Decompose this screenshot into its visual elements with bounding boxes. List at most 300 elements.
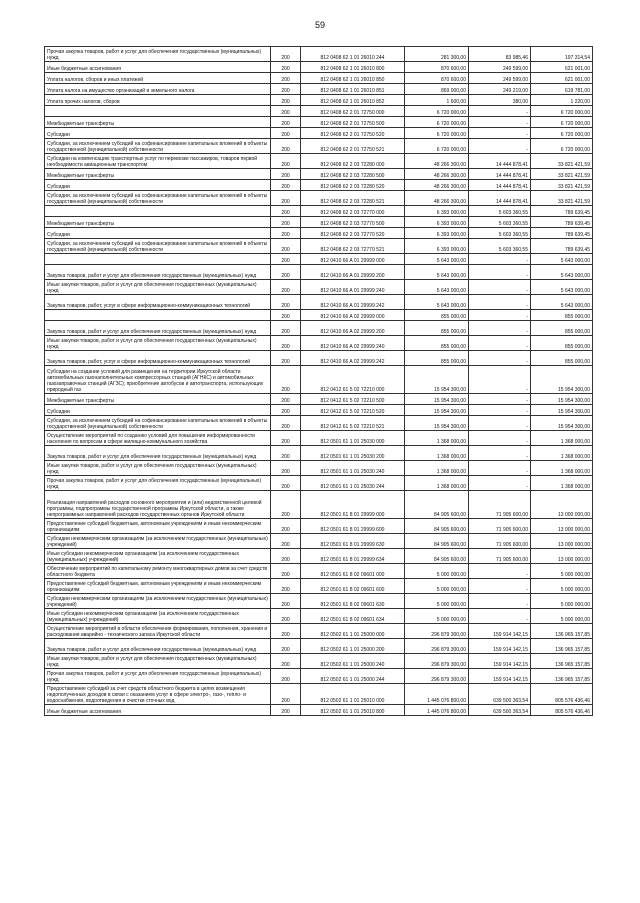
row-executed-amount: -: [469, 461, 531, 476]
row-approved-amount: 6 720 000,00: [405, 117, 469, 128]
row-budget-classification-code: 812 0408 62 2 03 72770 520: [301, 228, 405, 239]
row-line-code: 200: [271, 336, 301, 351]
row-executed-amount: 5 603 360,55: [469, 239, 531, 254]
table-row: [45, 295, 593, 310]
row-executed-amount: 380,00: [469, 95, 531, 106]
row-executed-amount: -: [469, 295, 531, 310]
row-approved-amount: 869 000,00: [405, 84, 469, 95]
row-executed-amount: -: [469, 594, 531, 609]
row-executed-amount: -: [469, 336, 531, 351]
row-description: Иные закупки товаров, работ и услуг для обеспечения государственных (муниципальных) нужд: [45, 280, 271, 295]
table-row: [45, 654, 593, 669]
row-remaining-amount: 15 954 300,00: [531, 394, 593, 405]
row-approved-amount: 48 266 300,00: [405, 191, 469, 206]
row-remaining-amount: 6 720 000,00: [531, 106, 593, 117]
row-remaining-amount: 5 000 000,00: [531, 594, 593, 609]
row-executed-amount: -: [469, 405, 531, 416]
row-executed-amount: 5 603 360,55: [469, 217, 531, 228]
table-row: [45, 609, 593, 624]
table-row: [45, 73, 593, 84]
row-remaining-amount: 789 639,45: [531, 217, 593, 228]
table-row: [45, 579, 593, 594]
row-executed-amount: -: [469, 394, 531, 405]
row-description: Субсидии, за исключением субсидий на софинансирование капитальных вложений в объекты государственной (муниципальной) собственности: [45, 239, 271, 254]
table-row: [45, 705, 593, 716]
row-approved-amount: 5 000 000,00: [405, 594, 469, 609]
row-line-code: 200: [271, 239, 301, 254]
row-budget-classification-code: 812 0408 62 2 01 72750 000: [301, 106, 405, 117]
row-line-code: 200: [271, 549, 301, 564]
row-description: Субсидии на создание условий для размещения на территории Иркутской области автомобильных газонаполнительных компрессорных станций (АГНКС) и автомобильных газозаправочных станций (АГЗС); приобретение автобусов и автотранспорта, использующих природный газ: [45, 366, 271, 394]
row-remaining-amount: 13 000 000,00: [531, 534, 593, 549]
table-row: [45, 47, 593, 62]
row-description: Межбюджетные трансферты: [45, 169, 271, 180]
row-approved-amount: 296 879 300,00: [405, 654, 469, 669]
row-executed-amount: -: [469, 579, 531, 594]
row-description: Осуществление мероприятий в области обеспечения формирования, пополнения, хранения и расходования аварийно - технического запаса Иркутской области: [45, 624, 271, 639]
row-remaining-amount: 13 000 000,00: [531, 491, 593, 519]
row-remaining-amount: 13 000 000,00: [531, 519, 593, 534]
table-row: [45, 239, 593, 254]
row-executed-amount: -: [469, 351, 531, 366]
table-row: [45, 669, 593, 684]
row-executed-amount: -: [469, 128, 531, 139]
row-budget-classification-code: 812 0408 62 2 01 72750 500: [301, 117, 405, 128]
table-row: [45, 336, 593, 351]
row-line-code: 200: [271, 106, 301, 117]
table-row: [45, 476, 593, 491]
row-line-code: 200: [271, 405, 301, 416]
row-description: Субсидии: [45, 180, 271, 191]
row-line-code: 200: [271, 154, 301, 169]
table-row: [45, 95, 593, 106]
row-budget-classification-code: 812 0408 62 2 03 72280 520: [301, 180, 405, 191]
row-approved-amount: 1 600,00: [405, 95, 469, 106]
row-budget-classification-code: 812 0502 61 1 01 25010 800: [301, 705, 405, 716]
row-line-code: 200: [271, 310, 301, 321]
row-budget-classification-code: 812 0412 61 5 02 72210 520: [301, 405, 405, 416]
table-row: [45, 169, 593, 180]
row-executed-amount: 14 444 878,41: [469, 169, 531, 180]
row-budget-classification-code: 812 0501 61 8 01 29999 630: [301, 534, 405, 549]
row-budget-classification-code: 812 0408 62 2 03 72770 500: [301, 217, 405, 228]
row-line-code: 200: [271, 431, 301, 446]
row-line-code: 200: [271, 265, 301, 280]
row-budget-classification-code: 812 0502 61 1 01 25000 244: [301, 669, 405, 684]
row-remaining-amount: 33 821 421,59: [531, 154, 593, 169]
table-row: [45, 117, 593, 128]
table-row: [45, 191, 593, 206]
row-approved-amount: 6 393 000,00: [405, 217, 469, 228]
table-row: [45, 228, 593, 239]
row-line-code: 200: [271, 139, 301, 154]
row-line-code: 200: [271, 446, 301, 461]
row-budget-classification-code: 812 0408 62 1 01 26010 800: [301, 62, 405, 73]
row-approved-amount: 1 368 000,00: [405, 431, 469, 446]
row-remaining-amount: 136 965 157,85: [531, 654, 593, 669]
row-description: Уплата налога на имущество организаций и земельного налога: [45, 84, 271, 95]
row-line-code: 200: [271, 84, 301, 95]
row-description: Обеспечение мероприятий по капитальному ремонту многоквартирных домов за счет средств областного бюджета: [45, 564, 271, 579]
table-row: [45, 446, 593, 461]
table-row: [45, 519, 593, 534]
row-executed-amount: -: [469, 564, 531, 579]
row-line-code: 200: [271, 491, 301, 519]
row-remaining-amount: 5 643 000,00: [531, 265, 593, 280]
row-executed-amount: 159 914 142,15: [469, 624, 531, 639]
table-row: [45, 62, 593, 73]
row-executed-amount: 5 603 360,55: [469, 206, 531, 217]
row-executed-amount: -: [469, 321, 531, 336]
row-approved-amount: 1 368 000,00: [405, 476, 469, 491]
row-remaining-amount: 1 368 000,00: [531, 431, 593, 446]
row-description: Иные закупки товаров, работ и услуг для обеспечения государственных (муниципальных) нужд: [45, 461, 271, 476]
row-approved-amount: 15 954 300,00: [405, 394, 469, 405]
row-budget-classification-code: 812 0408 62 2 03 72280 500: [301, 169, 405, 180]
row-remaining-amount: 5 000 000,00: [531, 564, 593, 579]
table-row: [45, 624, 593, 639]
row-budget-classification-code: 812 0408 62 2 03 72280 521: [301, 191, 405, 206]
row-executed-amount: 639 500 363,54: [469, 684, 531, 705]
table-row: [45, 351, 593, 366]
row-executed-amount: -: [469, 139, 531, 154]
row-budget-classification-code: 812 0408 62 2 03 72280 000: [301, 154, 405, 169]
row-description: Закупка товаров, работ, услуг в сфере информационно-коммуникационных технологий: [45, 295, 271, 310]
table-row: [45, 217, 593, 228]
table-row: [45, 431, 593, 446]
row-description: Предоставление субсидий бюджетным, автономным учреждениям и иным некоммерческим организациям: [45, 519, 271, 534]
row-executed-amount: -: [469, 446, 531, 461]
row-line-code: 200: [271, 47, 301, 62]
row-description: Межбюджетные трансферты: [45, 217, 271, 228]
row-approved-amount: 6 720 000,00: [405, 139, 469, 154]
table-row: [45, 84, 593, 95]
row-executed-amount: -: [469, 265, 531, 280]
row-remaining-amount: 15 954 300,00: [531, 366, 593, 394]
row-approved-amount: 855 000,00: [405, 351, 469, 366]
row-description: Субсидии, за исключением субсидий на софинансирование капитальных вложений в объекты государственной (муниципальной) собственности: [45, 139, 271, 154]
row-approved-amount: 296 879 300,00: [405, 624, 469, 639]
row-budget-classification-code: 812 0501 61 8 02 09601 000: [301, 564, 405, 579]
row-budget-classification-code: 812 0410 66 A 01 29999 240: [301, 280, 405, 295]
row-line-code: 200: [271, 534, 301, 549]
row-budget-classification-code: 812 0408 62 2 01 72750 521: [301, 139, 405, 154]
row-line-code: 200: [271, 228, 301, 239]
row-description: Уплата налогов, сборов и иных платежей: [45, 73, 271, 84]
row-approved-amount: 48 266 300,00: [405, 154, 469, 169]
table-row: [45, 639, 593, 654]
row-description: Закупка товаров, работ и услуг для обеспечения государственных (муниципальных) нужд: [45, 639, 271, 654]
row-line-code: 200: [271, 609, 301, 624]
row-budget-classification-code: 812 0410 66 A 02 29999 000: [301, 310, 405, 321]
row-line-code: 200: [271, 169, 301, 180]
row-budget-classification-code: 812 0408 62 2 01 72750 520: [301, 128, 405, 139]
row-description: Закупка товаров, работ, услуг в сфере информационно-коммуникационных технологий: [45, 351, 271, 366]
row-line-code: 200: [271, 180, 301, 191]
row-description: Закупка товаров, работ и услуг для обеспечения государственных (муниципальных) нужд: [45, 321, 271, 336]
row-line-code: 200: [271, 394, 301, 405]
row-approved-amount: 6 393 000,00: [405, 239, 469, 254]
row-executed-amount: 14 444 878,41: [469, 154, 531, 169]
row-remaining-amount: 6 720 000,00: [531, 128, 593, 139]
row-description: Иные субсидии некоммерческим организациям (за исключением государственных (муниципальных) учреждений): [45, 549, 271, 564]
row-line-code: 200: [271, 321, 301, 336]
row-approved-amount: 6 720 000,00: [405, 128, 469, 139]
row-executed-amount: -: [469, 310, 531, 321]
row-executed-amount: 159 914 142,15: [469, 654, 531, 669]
row-remaining-amount: 136 965 157,85: [531, 639, 593, 654]
row-line-code: 200: [271, 579, 301, 594]
row-approved-amount: 855 000,00: [405, 336, 469, 351]
row-executed-amount: -: [469, 366, 531, 394]
row-approved-amount: 5 000 000,00: [405, 609, 469, 624]
row-remaining-amount: 33 821 421,59: [531, 180, 593, 191]
table-row: [45, 128, 593, 139]
table-row: [45, 594, 593, 609]
row-budget-classification-code: 812 0410 66 A 01 29999 200: [301, 265, 405, 280]
row-description: Иные бюджетные ассигнования: [45, 62, 271, 73]
row-executed-amount: 71 905 600,00: [469, 519, 531, 534]
row-description: Субсидии: [45, 228, 271, 239]
row-remaining-amount: 15 954 300,00: [531, 416, 593, 431]
table-row: [45, 564, 593, 579]
row-remaining-amount: 789 639,45: [531, 228, 593, 239]
row-line-code: 200: [271, 416, 301, 431]
row-approved-amount: 84 905 600,00: [405, 534, 469, 549]
row-approved-amount: 15 954 300,00: [405, 405, 469, 416]
row-remaining-amount: 855 000,00: [531, 336, 593, 351]
row-line-code: 200: [271, 705, 301, 716]
row-line-code: 200: [271, 117, 301, 128]
row-executed-amount: 249 219,00: [469, 84, 531, 95]
row-budget-classification-code: 812 0412 61 5 02 72210 521: [301, 416, 405, 431]
row-budget-classification-code: 812 0408 62 2 03 72770 000: [301, 206, 405, 217]
row-approved-amount: 15 954 300,00: [405, 366, 469, 394]
row-budget-classification-code: 812 0501 61 8 02 09601 600: [301, 579, 405, 594]
row-executed-amount: 159 914 142,15: [469, 669, 531, 684]
row-approved-amount: 1 368 000,00: [405, 461, 469, 476]
table-row: [45, 366, 593, 394]
row-executed-amount: -: [469, 431, 531, 446]
row-description: Иные закупки товаров, работ и услуг для обеспечения государственных (муниципальных) нужд: [45, 336, 271, 351]
table-row: [45, 265, 593, 280]
row-line-code: 200: [271, 128, 301, 139]
row-remaining-amount: 6 720 000,00: [531, 139, 593, 154]
row-description: Закупка товаров, работ и услуг для обеспечения государственных (муниципальных) нужд: [45, 446, 271, 461]
row-approved-amount: 296 879 300,00: [405, 639, 469, 654]
row-budget-classification-code: 812 0501 61 8 01 29999 000: [301, 491, 405, 519]
row-description: Прочая закупка товаров, работ и услуг для обеспечения государственных (муниципальных) нужд: [45, 669, 271, 684]
row-approved-amount: 1 445 076 800,00: [405, 705, 469, 716]
row-remaining-amount: 855 000,00: [531, 351, 593, 366]
row-budget-classification-code: 812 0502 61 1 01 25000 240: [301, 654, 405, 669]
table-row: [45, 254, 593, 265]
row-executed-amount: 14 444 878,41: [469, 180, 531, 191]
row-budget-classification-code: 812 0502 61 1 01 25000 000: [301, 624, 405, 639]
row-description: Субсидии, за исключением субсидий на софинансирование капитальных вложений в объекты государственной (муниципальной) собственности: [45, 191, 271, 206]
table-row: [45, 549, 593, 564]
row-description: Уплата прочих налогов, сборов: [45, 95, 271, 106]
row-line-code: 200: [271, 519, 301, 534]
row-remaining-amount: 136 965 157,85: [531, 669, 593, 684]
row-approved-amount: 870 600,00: [405, 62, 469, 73]
row-executed-amount: 249 599,00: [469, 73, 531, 84]
row-remaining-amount: 15 954 300,00: [531, 405, 593, 416]
row-line-code: 200: [271, 654, 301, 669]
row-line-code: 200: [271, 206, 301, 217]
table-row: [45, 461, 593, 476]
row-description: Прочая закупка товаров, работ и услуг для обеспечения государственных (муниципальных) нужд: [45, 47, 271, 62]
table-row: [45, 180, 593, 191]
row-description: Межбюджетные трансферты: [45, 394, 271, 405]
row-approved-amount: 15 954 300,00: [405, 416, 469, 431]
row-remaining-amount: 805 576 436,46: [531, 684, 593, 705]
row-remaining-amount: 789 639,45: [531, 239, 593, 254]
row-executed-amount: 71 905 600,00: [469, 549, 531, 564]
row-line-code: 200: [271, 73, 301, 84]
row-description: Прочая закупка товаров, работ и услуг для обеспечения государственных (муниципальных) нужд: [45, 476, 271, 491]
row-executed-amount: -: [469, 280, 531, 295]
row-remaining-amount: 33 821 421,59: [531, 169, 593, 180]
row-executed-amount: 159 914 142,15: [469, 639, 531, 654]
row-line-code: 200: [271, 594, 301, 609]
row-budget-classification-code: 812 0408 62 2 03 72770 521: [301, 239, 405, 254]
row-line-code: 200: [271, 217, 301, 228]
table-row: [45, 534, 593, 549]
row-budget-classification-code: 812 0502 61 1 01 25000 200: [301, 639, 405, 654]
table-row: [45, 280, 593, 295]
row-approved-amount: 855 000,00: [405, 321, 469, 336]
row-description: [45, 310, 271, 321]
row-remaining-amount: 136 965 157,85: [531, 624, 593, 639]
row-budget-classification-code: 812 0408 62 1 01 26010 850: [301, 73, 405, 84]
row-remaining-amount: 619 781,00: [531, 84, 593, 95]
row-remaining-amount: 5 643 000,00: [531, 254, 593, 265]
row-remaining-amount: 6 720 000,00: [531, 117, 593, 128]
row-description: Субсидии: [45, 405, 271, 416]
table-row: [45, 684, 593, 705]
row-executed-amount: 83 985,46: [469, 47, 531, 62]
row-executed-amount: 5 603 360,55: [469, 228, 531, 239]
row-description: Субсидии некоммерческим организациям (за исключением государственных (муниципальных) учреждений): [45, 594, 271, 609]
row-approved-amount: 5 643 000,00: [405, 295, 469, 310]
row-remaining-amount: 1 368 000,00: [531, 461, 593, 476]
row-budget-classification-code: 812 0408 62 1 01 26010 852: [301, 95, 405, 106]
row-budget-classification-code: 812 0501 61 8 02 09601 634: [301, 609, 405, 624]
budget-table-body: [45, 47, 593, 716]
row-budget-classification-code: 812 0501 61 1 01 25030 000: [301, 431, 405, 446]
row-approved-amount: 1 445 076 800,00: [405, 684, 469, 705]
row-description: Субсидии некоммерческим организациям (за исключением государственных (муниципальных) учреждений): [45, 534, 271, 549]
row-executed-amount: -: [469, 416, 531, 431]
row-budget-classification-code: 812 0501 61 8 02 09601 630: [301, 594, 405, 609]
row-description: Предоставление субсидий за счет средств областного бюджета в целях возмещения недополученных доходов в связи с оказанием услуг в сфере электро-, газо-, тепло- и водоснабжения, водоотведения и очистки сточных вод: [45, 684, 271, 705]
row-remaining-amount: 789 639,45: [531, 206, 593, 217]
row-line-code: 200: [271, 95, 301, 106]
row-description: Реализация направлений расходов основного мероприятия и (или) ведомственной целевой программы, подпрограммы государственной программы Иркутской области, а также непрограммных направлений расходов государственных органов Иркутской области: [45, 491, 271, 519]
row-description: Предоставление субсидий бюджетным, автономным учреждениям и иным некоммерческим организациям: [45, 579, 271, 594]
page-number: 59: [314, 20, 325, 30]
row-line-code: 200: [271, 295, 301, 310]
row-line-code: 200: [271, 564, 301, 579]
row-approved-amount: 5 643 000,00: [405, 280, 469, 295]
row-description: Межбюджетные трансферты: [45, 117, 271, 128]
row-approved-amount: 5 000 000,00: [405, 564, 469, 579]
row-executed-amount: -: [469, 106, 531, 117]
row-remaining-amount: 33 821 421,59: [531, 191, 593, 206]
row-approved-amount: 6 720 000,00: [405, 106, 469, 117]
row-description: Закупка товаров, работ и услуг для обеспечения государственных (муниципальных) нужд: [45, 265, 271, 280]
row-description: Иные бюджетные ассигнования: [45, 705, 271, 716]
row-budget-classification-code: 812 0408 62 1 01 26010 244: [301, 47, 405, 62]
table-row: [45, 206, 593, 217]
row-budget-classification-code: 812 0412 61 5 02 72210 500: [301, 394, 405, 405]
row-approved-amount: 84 905 600,00: [405, 491, 469, 519]
row-executed-amount: -: [469, 117, 531, 128]
row-approved-amount: 855 000,00: [405, 310, 469, 321]
row-approved-amount: 6 393 000,00: [405, 228, 469, 239]
row-remaining-amount: 5 643 000,00: [531, 280, 593, 295]
row-remaining-amount: 5 643 000,00: [531, 295, 593, 310]
row-budget-classification-code: 812 0408 62 1 01 26010 851: [301, 84, 405, 95]
row-line-code: 200: [271, 254, 301, 265]
row-budget-classification-code: 812 0410 66 A 02 29999 200: [301, 321, 405, 336]
row-line-code: 200: [271, 351, 301, 366]
row-line-code: 200: [271, 669, 301, 684]
row-remaining-amount: 855 000,00: [531, 310, 593, 321]
row-remaining-amount: 5 000 000,00: [531, 609, 593, 624]
row-executed-amount: 71 905 600,00: [469, 534, 531, 549]
row-budget-classification-code: 812 0410 66 A 01 29999 000: [301, 254, 405, 265]
row-line-code: 200: [271, 624, 301, 639]
row-budget-classification-code: 812 0501 61 1 01 25030 240: [301, 461, 405, 476]
row-line-code: 200: [271, 62, 301, 73]
row-executed-amount: 249 599,00: [469, 62, 531, 73]
row-description: [45, 106, 271, 117]
budget-table: [44, 46, 593, 716]
row-remaining-amount: 1 368 000,00: [531, 446, 593, 461]
row-description: Субсидии, за исключением субсидий на софинансирование капитальных вложений в объекты государственной (муниципальной) собственности: [45, 416, 271, 431]
table-row: [45, 106, 593, 117]
row-approved-amount: 281 300,00: [405, 47, 469, 62]
row-approved-amount: 5 000 000,00: [405, 579, 469, 594]
row-approved-amount: 6 393 000,00: [405, 206, 469, 217]
row-budget-classification-code: 812 0501 61 8 01 29999 634: [301, 549, 405, 564]
table-row: [45, 405, 593, 416]
table-row: [45, 139, 593, 154]
row-line-code: 200: [271, 280, 301, 295]
row-line-code: 200: [271, 684, 301, 705]
row-description: [45, 206, 271, 217]
row-executed-amount: 71 905 600,00: [469, 491, 531, 519]
row-budget-classification-code: 812 0410 66 A 01 29999 242: [301, 295, 405, 310]
row-description: Субсидии на компенсацию транспортных услуг по перевозке пассажиров, товаров первой необходимости авиационным транспортом: [45, 154, 271, 169]
row-executed-amount: -: [469, 254, 531, 265]
row-budget-classification-code: 812 0410 66 A 02 29999 242: [301, 351, 405, 366]
row-line-code: 200: [271, 366, 301, 394]
row-approved-amount: 870 600,00: [405, 73, 469, 84]
row-remaining-amount: 5 000 000,00: [531, 579, 593, 594]
table-row: [45, 416, 593, 431]
row-approved-amount: 48 266 300,00: [405, 180, 469, 191]
row-budget-classification-code: 812 0502 61 1 01 25010 000: [301, 684, 405, 705]
row-budget-classification-code: 812 0412 61 5 02 72210 000: [301, 366, 405, 394]
row-executed-amount: -: [469, 609, 531, 624]
row-line-code: 200: [271, 639, 301, 654]
row-description: Осуществление мероприятий по созданию условий для повышения информированности населения по вопросам в сфере жилищно-коммунального хозяйства: [45, 431, 271, 446]
table-row: [45, 394, 593, 405]
row-description: Иные закупки товаров, работ и услуг для обеспечения государственных (муниципальных) нужд: [45, 654, 271, 669]
